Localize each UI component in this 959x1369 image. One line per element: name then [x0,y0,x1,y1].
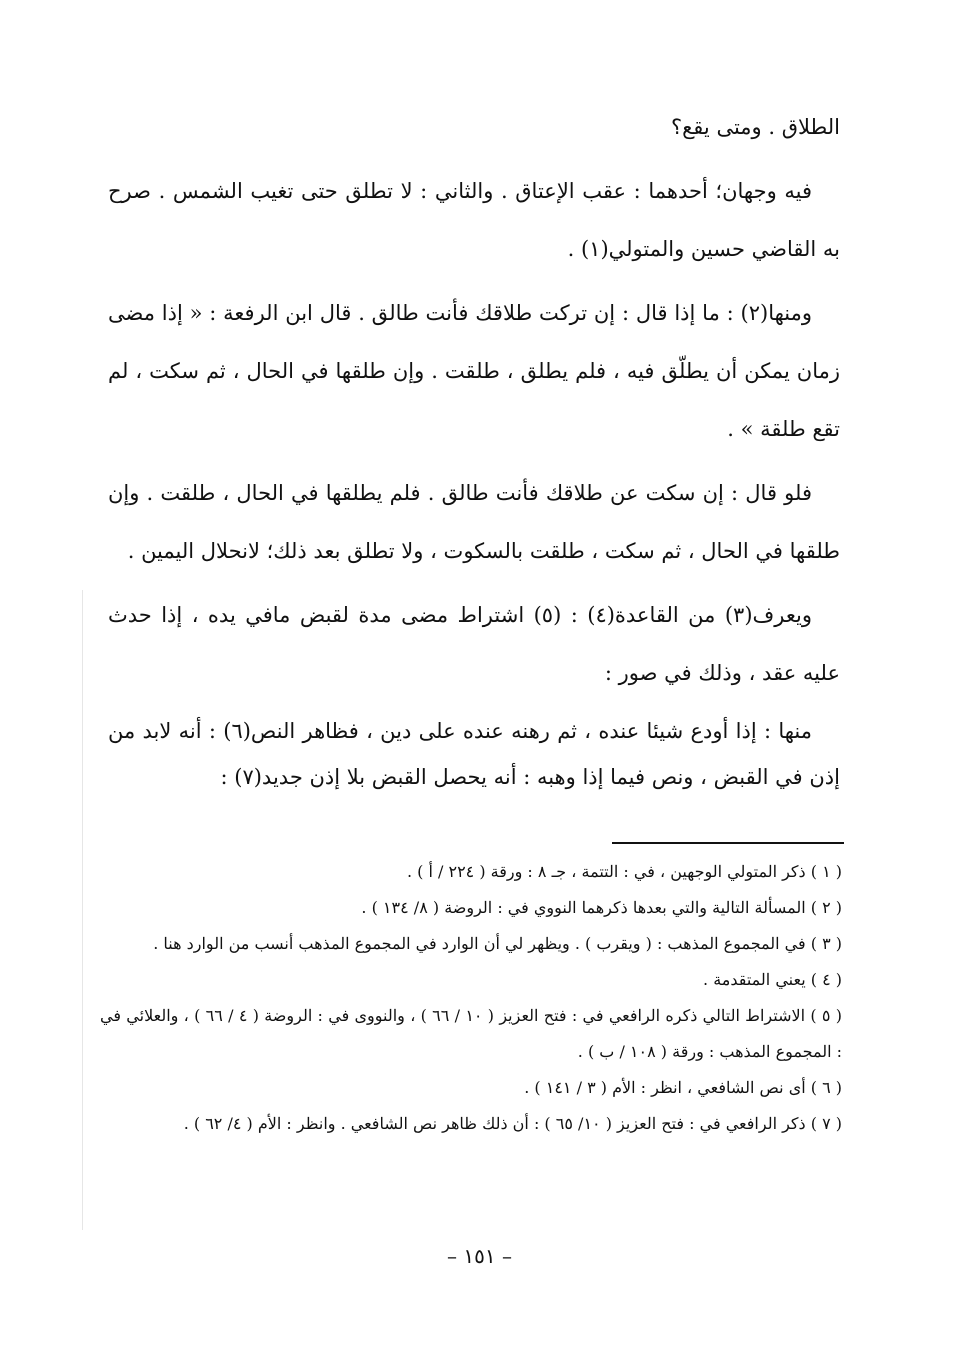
footnote-2: ( ٢ ) المسألة التالية والتي بعدها ذكرهما النووي في : الروضة ( ٨/ ١٣٤ ) . [361,898,842,917]
footnote-3: ( ٣ ) في المجموع المذهب : ( ويقرب ) . ويظهر لي أن الوارد في المجموع المذهب أنسب من الوارد هنا . [153,934,842,953]
footnote-5: ( ٥ ) الاشتراط التالي ذكره الرافعي في : فتح العزيز ( ١٠ / ٦٦ ) ، والنووى في : الروضة ( ٤ / ٦٦ ) ، والعلائي في : المجموع المذهب : ورقة ( ١٠٨ / ب ) . [100,1006,842,1061]
footnote-4: ( ٤ ) يعني المتقدمة . [703,970,842,989]
footnote-6: ( ٦ ) أى نص الشافعي ، انظر : الأم ( ٣ / ١٤١ ) . [524,1078,842,1097]
footnote-7: ( ٧ ) ذكر الرافعي في : فتح العزيز ( ١٠/ ٦٥ ) : أن ذلك ظاهر نص الشافعي . وانظر : الأم ( ٤/ ٦٢ ) . [183,1114,842,1133]
paragraph-6: منها : إذا أودع شيئا عنده ، ثم رهنه عنده على دين ، فظاهر النص(٦) : أنه لابد من إذن في القبض ، ونص فيما إذا وهبه : أنه يحصل القبض بلا إذن جديد(٧) : [108,719,840,789]
paragraph-2: فيه وجهان؛ أحدهما : عقب الإعتاق . والثاني : لا تطلق حتى تغيب الشمس . صرح به القاضي حسين والمتولي(١) . [108,179,840,261]
paragraph-5: ويعرف(٣) من القاعدة(٤) : (٥) اشتراط مضى مدة لقبض مافي يده ، إذا حدث عليه عقد ، وذلك في صور : [108,603,840,685]
paragraph-4: فلو قال : إن سكت عن طلاقك فأنت طالق . فلم يطلقها في الحال ، طلقت . وإن طلقها في الحال ، ثم سكت ، طلقت بالسكوت ، ولا تطلق بعد ذلك؛ لانحلال اليمين . [108,481,840,563]
main-text [108,98,840,806]
scan-margin-line [82,590,83,1230]
paragraph-3: ومنها(٢) : ما إذا قال : إن تركت طلاقك فأنت طالق . قال ابن الرفعة : « إذا مضى زمان يمكن أن يطلّق فيه ، فلم يطلق ، طلقت . وإن طلقها في الحال ، ثم سكت ، لم تقع طلقة » . [108,301,840,441]
page-number: – ١٥١ – [447,1244,512,1268]
footnote-divider [612,842,844,844]
paragraph-1: الطلاق . ومتى يقع؟ [670,115,840,139]
footnote-1: ( ١ ) ذكر المتولي الوجهين ، في : التتمة ، جـ ٨ : ورقة ( ٢٢٤ / أ ) . [406,862,842,881]
footnotes [100,854,842,1142]
